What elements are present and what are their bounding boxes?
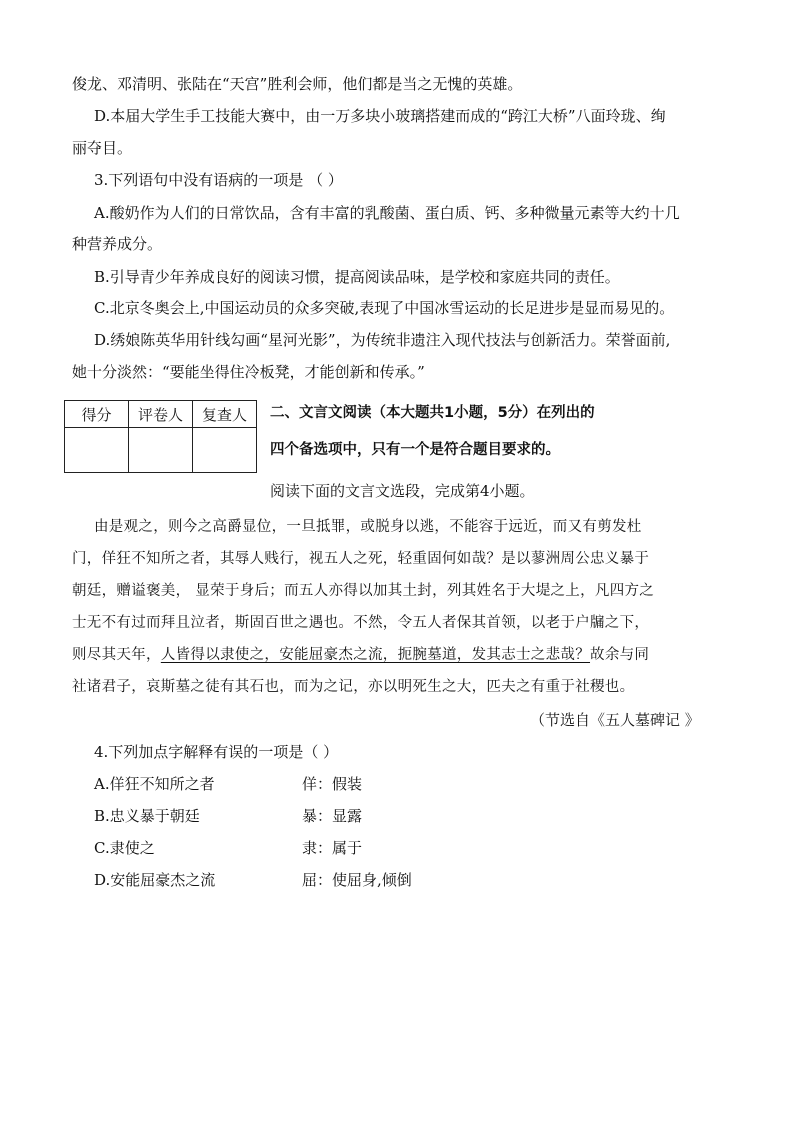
score-header: 得分 <box>65 401 129 428</box>
q4-stem: 4.下列加点字解释有误的一项是（ ） <box>94 743 339 761</box>
passage-line5-end: 故余与同 <box>590 647 650 663</box>
reviewer-header: 复查人 <box>193 401 257 428</box>
section2-instruction: 阅读下面的文言文选段，完成第4小题。 <box>270 482 535 500</box>
passage-line: 士无不有过而拜且泣者，斯固百世之遇也。不然，令五人者保其首领，以老于户牖之下， <box>72 615 650 631</box>
q4-option-b <box>94 806 200 826</box>
reviewer-cell <box>193 428 257 473</box>
passage-source: （节选自《五人墓碑记 》 <box>530 711 700 729</box>
q3-option-a-line1: A.酸奶作为人们的日常饮品，含有丰富的乳酸菌、蛋白质、钙、多种微量元素等大约十几 <box>94 204 680 222</box>
grader-header: 评卷人 <box>129 401 193 428</box>
grader-cell <box>129 428 193 473</box>
passage-line: 社诸君子，哀斯墓之徒有其石也，而为之记，亦以明死生之大，匹夫之有重于社稷也。 <box>72 679 635 695</box>
q4-option-a <box>94 774 215 794</box>
q3-option-d-line2: 她十分淡然：“要能坐得住冷板凳，才能创新和传承。” <box>72 363 425 381</box>
q2-option-d-line2: 丽夺目。 <box>72 139 133 157</box>
section2-title-line1: 二、文言文阅读（本大题共1小题，5分）在列出的 <box>270 405 595 421</box>
score-cell <box>65 428 129 473</box>
q3-option-b: B.引导青少年养成良好的阅读习惯，提高阅读品味，是学校和家庭共同的责任。 <box>94 268 620 286</box>
section2-title-line2: 四个备选项中，只有一个是符合题目要求的。 <box>270 442 560 458</box>
q4-option-d-text: D.安能屈豪杰之流 <box>94 871 216 889</box>
q3-option-d-line1: D.绣娘陈英华用针线勾画“星河光影”，为传统非遗注入现代技法与创新活力。荣誉面前, <box>94 331 671 349</box>
passage-line: 由是观之，则今之高爵显位，一旦抵罪，或脱身以逃，不能容于远近，而又有剪发杜 <box>94 519 642 535</box>
q4-option-c <box>94 838 155 858</box>
q3-stem: 3.下列语句中没有语病的一项是 （ ） <box>94 171 343 189</box>
q4-option-d-definition: 屈：使屈身,倾倒 <box>302 871 412 889</box>
q3-option-c: C.北京冬奥会上,中国运动员的众多突破,表现了中国冰雪运动的长足进步是显而易见的。 <box>94 299 675 317</box>
passage-line: 门，佯狂不知所之者，其辱人贱行，视五人之死，轻重固何如哉？是以蓼洲周公忠义暴于 <box>72 551 650 567</box>
q3-option-a-line2: 种营养成分。 <box>72 235 163 253</box>
passage-line <box>72 645 649 665</box>
q2-option-d-line1: D.本届大学生手工技能大赛中，由一万多块小玻璃搭建而成的“跨江大桥”八面玲珑、绚 <box>94 107 666 125</box>
q4-option-d <box>94 870 215 890</box>
passage-underlined-sentence: 人皆得以隶使之，安能屈豪杰之流，扼腕墓道，发其志士之悲哉？ <box>160 647 591 663</box>
passage-line5-start: 则尽其天年， <box>72 647 161 663</box>
q4-option-b-definition: 暴：显露 <box>302 807 363 825</box>
q4-option-b-text: B.忠义暴于朝廷 <box>94 807 200 825</box>
q4-option-c-text: C.隶使之 <box>94 839 155 857</box>
score-table <box>64 400 257 473</box>
q4-option-a-text: A.佯狂不知所之者 <box>94 775 215 793</box>
q4-option-a-definition: 佯：假装 <box>302 775 363 793</box>
q2-option-c-continuation: 俊龙、邓清明、张陆在“天宫”胜利会师，他们都是当之无愧的英雄。 <box>72 75 523 93</box>
passage-line: 朝廷，赠谥褒美， 显荣于身后；而五人亦得以加其土封，列其姓名于大堤之上，凡四方之 <box>72 583 655 599</box>
q4-option-c-definition: 隶：属于 <box>302 839 363 857</box>
